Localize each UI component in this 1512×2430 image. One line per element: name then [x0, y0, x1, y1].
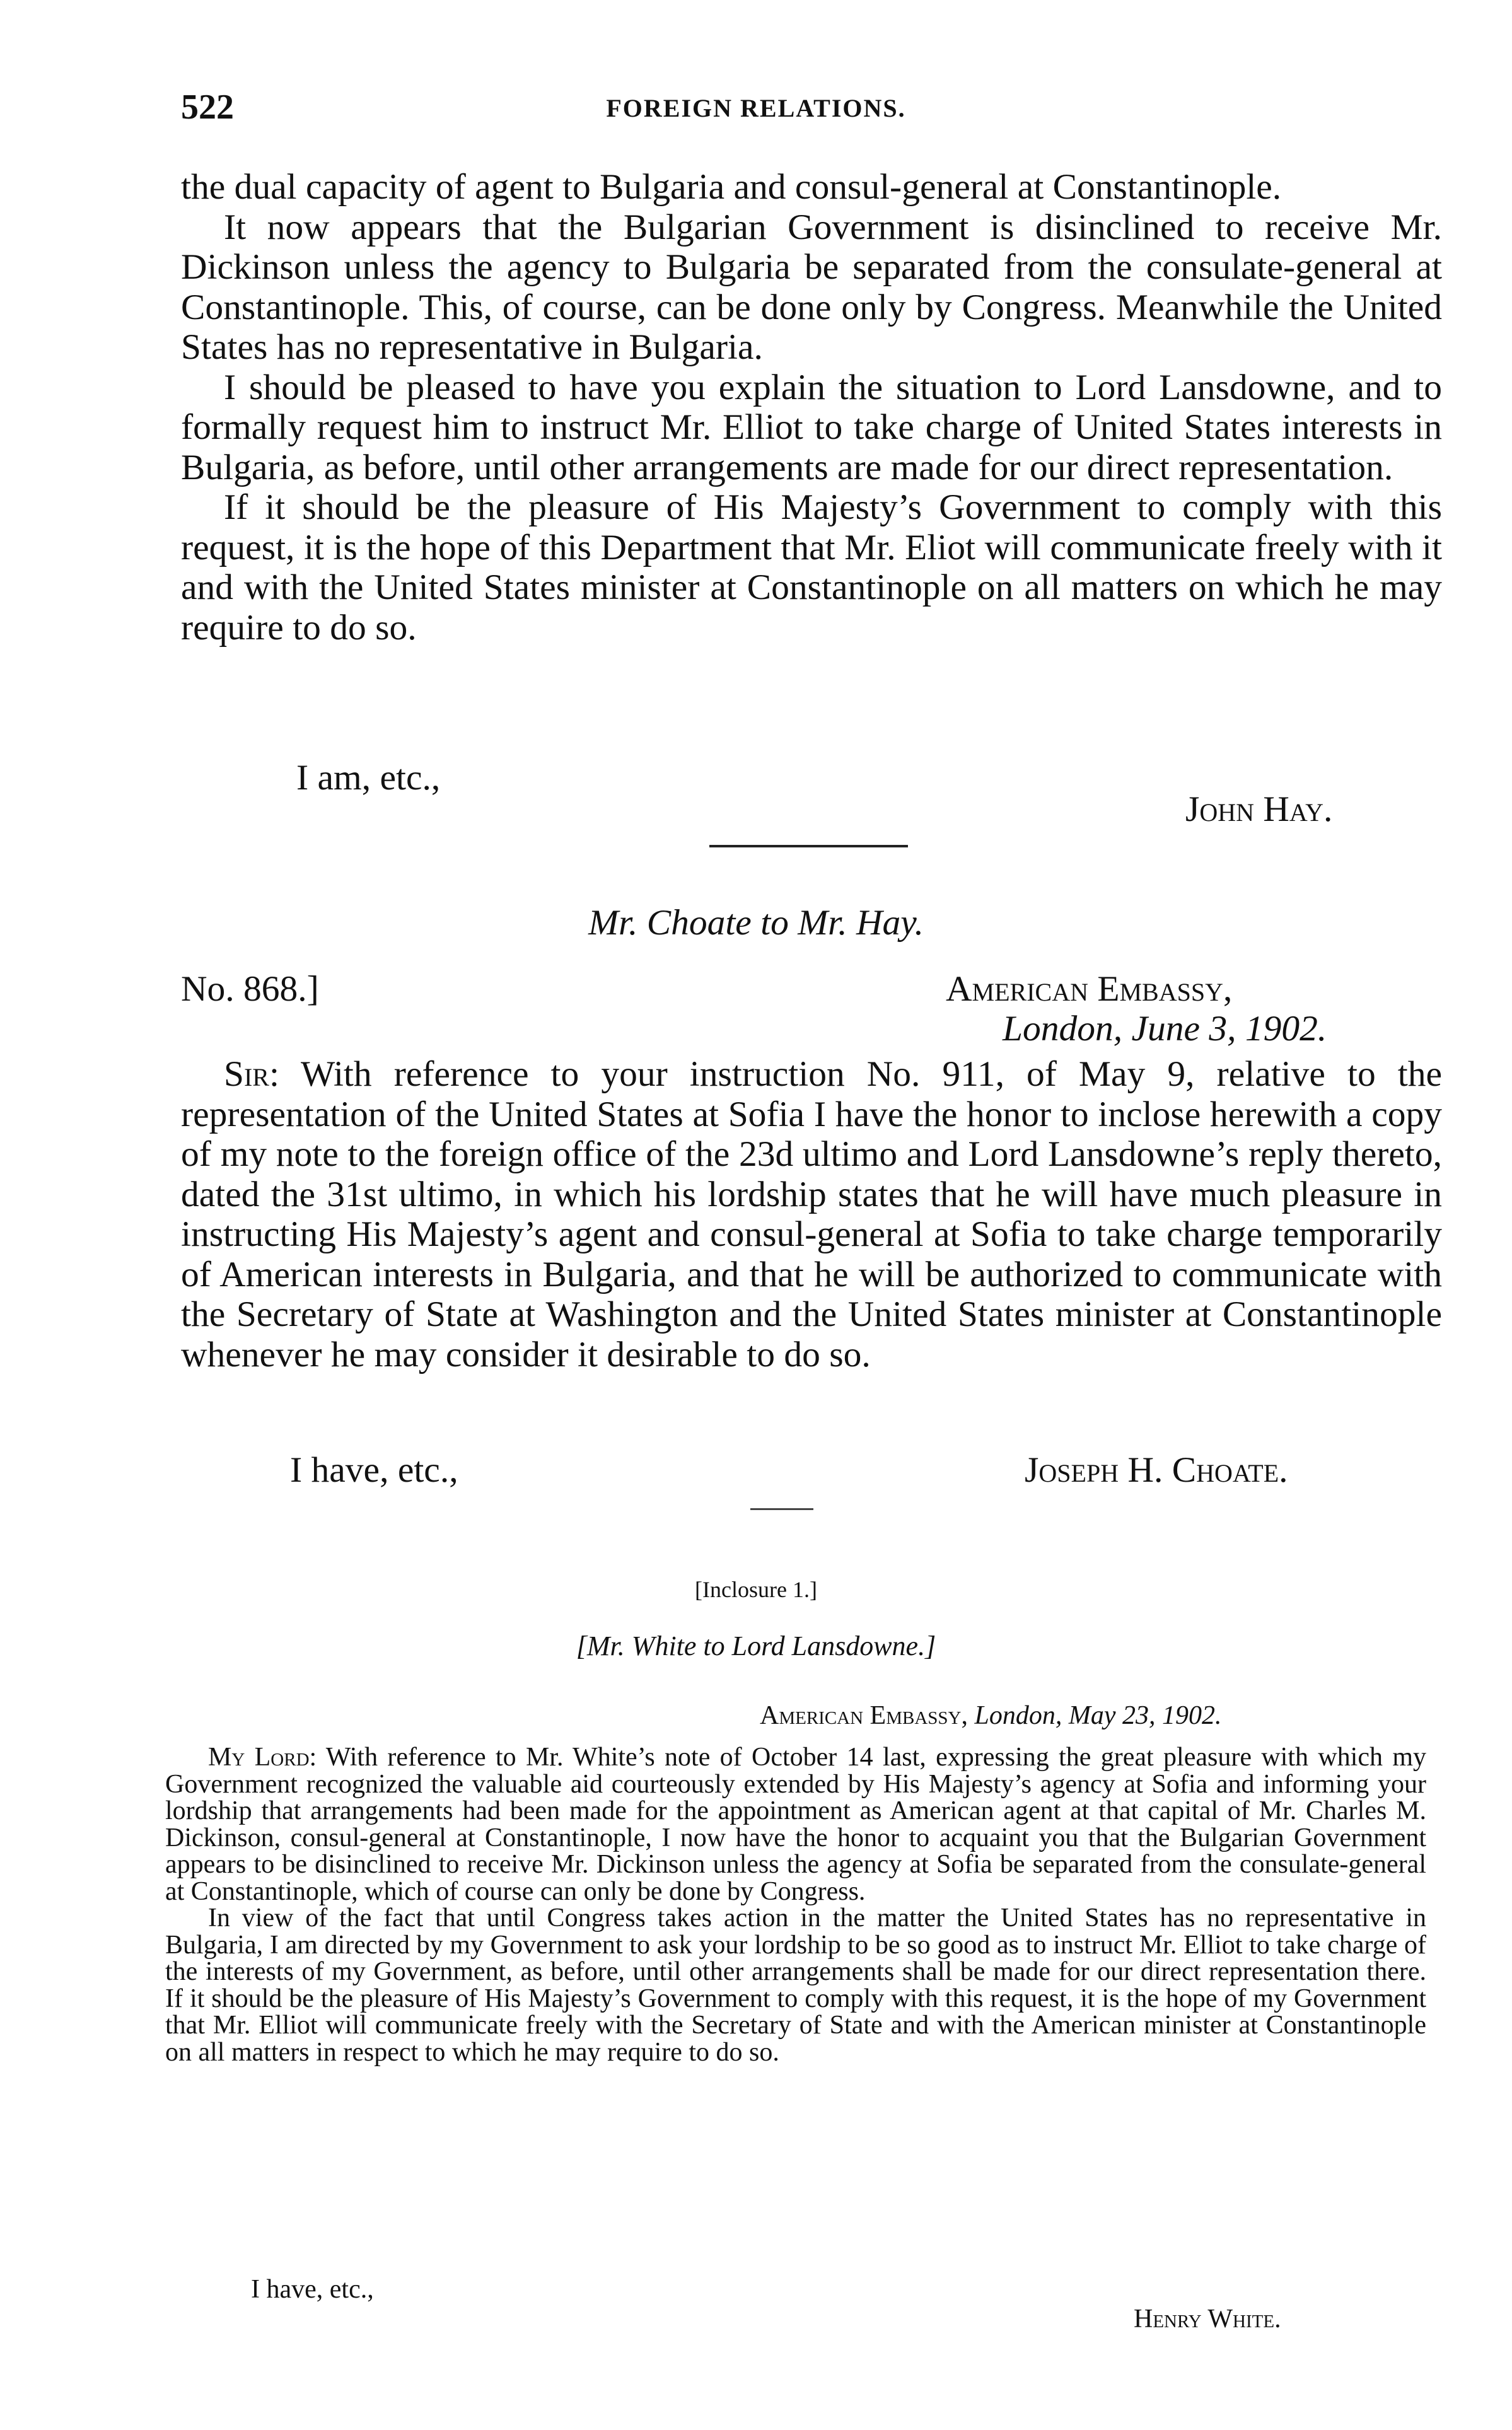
- hay-paragraph-1: the dual capacity of agent to Bulgaria and consul-general at Constantinople.: [181, 167, 1282, 207]
- inclosure-salutation: My Lord:: [208, 1743, 317, 1772]
- hay-paragraph-2: It now appears that the Bulgarian Government is disinclined to receive Mr. Dickinson unless the agency to Bulgaria be separated from the consulate-general at Constantinople. This, of course, can be done only by Congress. Meanwhile the United States has no representative in Bulgaria.: [181, 207, 1442, 367]
- inclosure-heading: [Mr. White to Lord Lansdowne.]: [576, 1631, 936, 1661]
- running-title: FOREIGN RELATIONS.: [606, 94, 906, 122]
- choate-letter-heading: Mr. Choate to Mr. Hay.: [588, 903, 924, 943]
- choate-place-date: London, June 3, 1902.: [1003, 1009, 1327, 1049]
- inclosure-paragraph-1: With reference to Mr. White’s note of October 14 last, expressing the great pleasure with which my Government recognized the valuable aid courteously extended by His Majesty’s agency at Sofia and informing your lordship that arrangements had been made for the appointment as American agent at that capital of Mr. Charles M. Dickinson, consul-general at Constantinople, I now have the honor to acquaint you that the Bulgarian Government appears to be disinclined to receive Mr. Dickinson unless the agency at Sofia be separated from the consulate-general at Constantinople, which of course can only be done by Congress.: [165, 1743, 1426, 1906]
- section-divider: [709, 845, 908, 847]
- inclosure-body: [165, 1744, 1426, 2066]
- hay-letter-body: [181, 167, 1442, 648]
- page-number: 522: [181, 88, 234, 127]
- inclosure-place-date: London, May 23, 1902.: [974, 1701, 1222, 1730]
- choate-salutation: Sir:: [224, 1054, 279, 1094]
- choate-closing: I have, etc.,: [290, 1450, 458, 1490]
- choate-body-text: With reference to your instruction No. 911, of May 9, relative to the representation of the United States at Sofia I have the honor to inclose herewith a copy of my note to the foreign office of the 23d ultimo and Lord Lansdowne’s reply thereto, dated the 31st ultimo, in which his lordship states that he will have much pleasure in instructing His Majesty’s agent and consul-general at Sofia to take charge temporarily of American interests in Bulgaria, and that he will be authorized to communicate with the Secretary of State at Washington and the United States minister at Constantinople whenever he may consider it desirable to do so.: [181, 1054, 1442, 1375]
- hay-closing: I am, etc.,: [296, 758, 441, 798]
- choate-letter-body: [181, 1054, 1442, 1375]
- choate-signature: Joseph H. Choate.: [1025, 1450, 1288, 1490]
- inclosure-signature: Henry White.: [1134, 2305, 1281, 2334]
- hay-signature: John Hay.: [1185, 789, 1333, 829]
- inclosure-closing: I have, etc.,: [251, 2275, 374, 2304]
- section-divider-short: [750, 1508, 813, 1510]
- choate-sender-place: American Embassy,: [946, 969, 1233, 1009]
- hay-paragraph-3: I should be pleased to have you explain the situation to Lord Lansdowne, and to formally request him to instruct Mr. Elliot to take charge of United States interests in Bulgaria, as before, until other arrangements are made for our direct representation.: [181, 367, 1442, 487]
- inclosure-dateline: [760, 1702, 1222, 1729]
- hay-paragraph-4: If it should be the pleasure of His Majesty’s Government to comply with this request, it is the hope of this Department that Mr. Eliot will communicate freely with it and with the United States minister at Constantinople on all matters on which he may require to do so.: [181, 487, 1442, 648]
- inclosure-label: [Inclosure 1.]: [695, 1577, 817, 1602]
- inclosure-paragraph-2: In view of the fact that until Congress takes action in the matter the United States has no representative in Bulgaria, I am directed by my Government to ask your lordship to be so good as to instruct Mr. Elliot to take charge of the interests of my Government, as before, until other arrangements shall be made for our direct representation there. If it should be the pleasure of His Majesty’s Government to comply with this request, it is the hope of my Government that Mr. Elliot will communicate freely with the Secretary of State and with the American minister at Constantinople on all matters in respect to which he may require to do so.: [165, 1904, 1426, 2067]
- dispatch-number: No. 868.]: [181, 969, 319, 1009]
- inclosure-embassy: American Embassy,: [760, 1701, 968, 1730]
